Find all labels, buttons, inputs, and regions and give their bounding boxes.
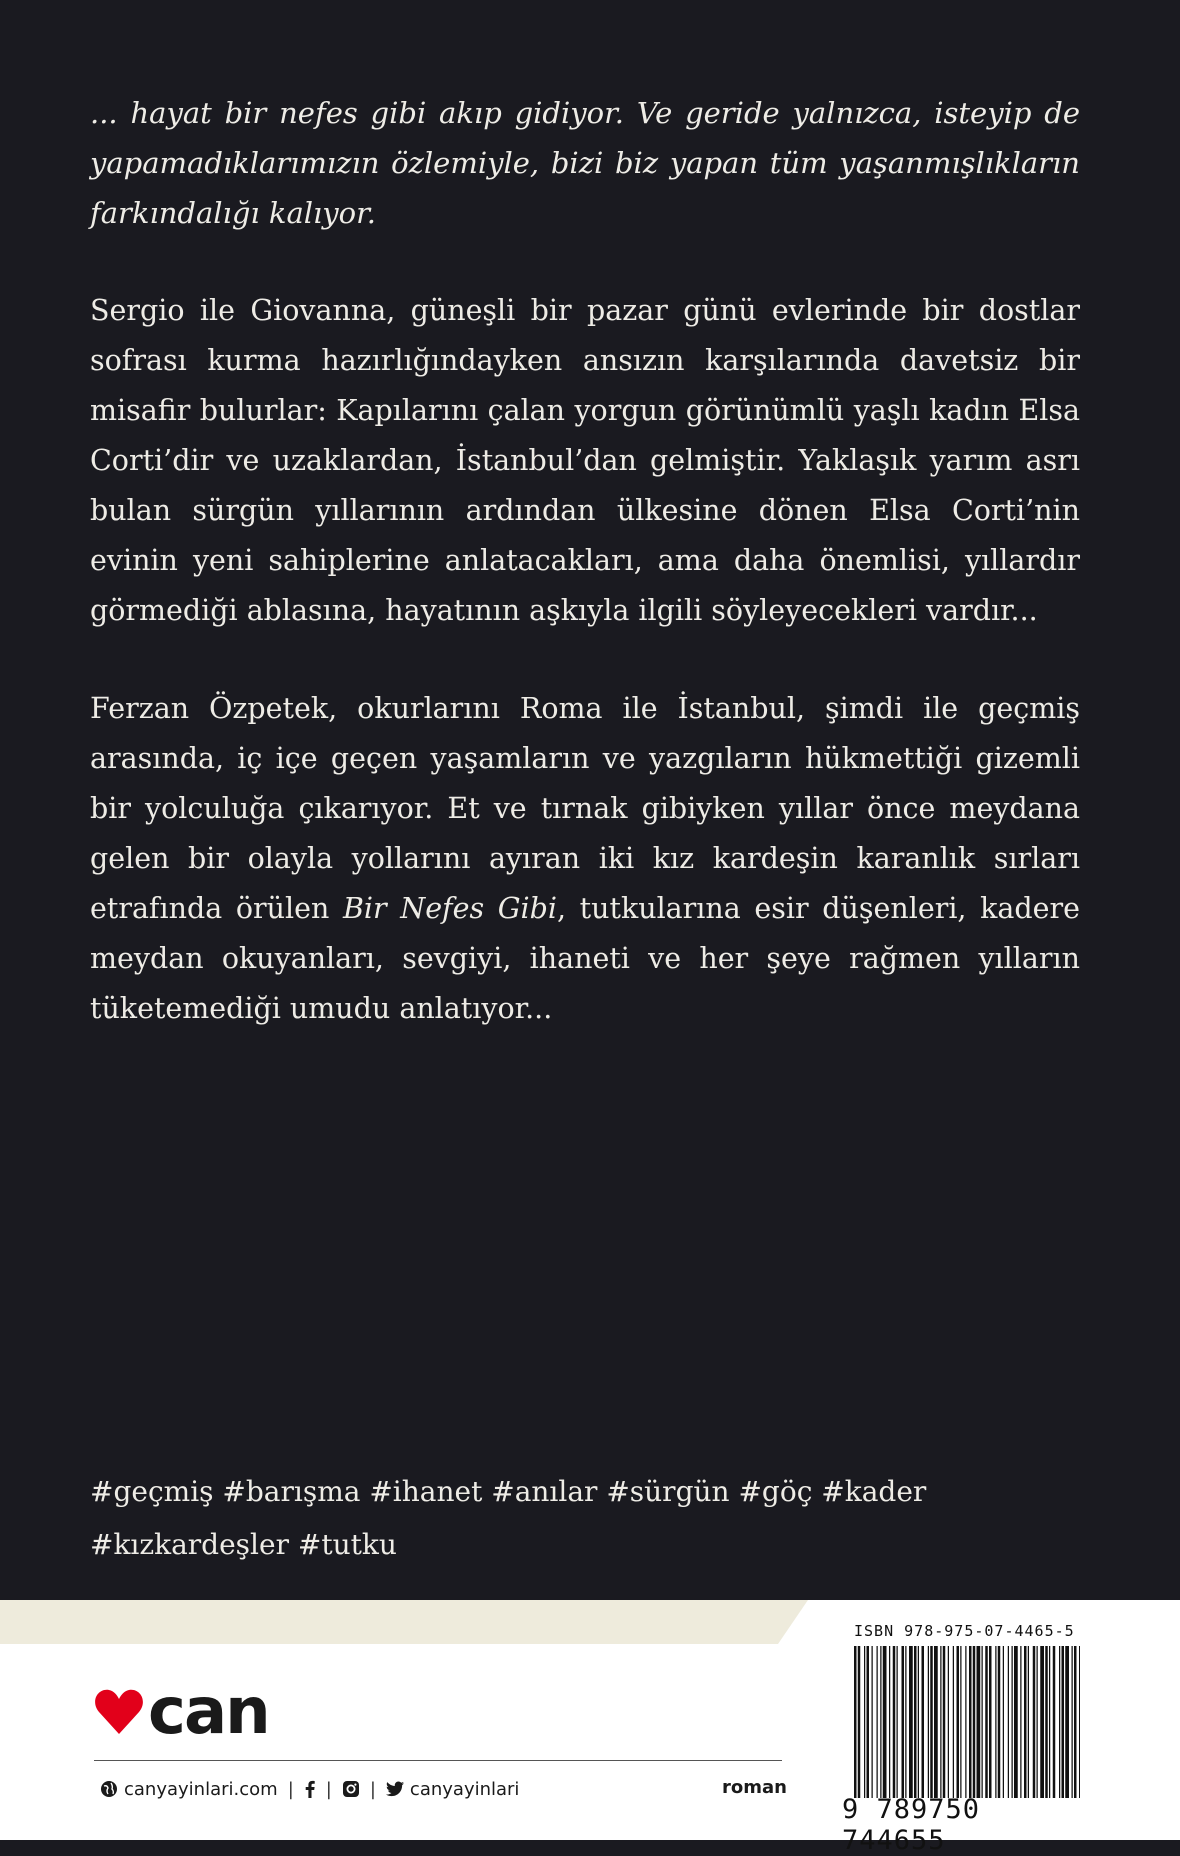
back-cover-text <box>90 88 1080 1082</box>
synopsis-paragraph-1: Sergio ile Giovanna, güneşli bir pazar günü evlerinde bir dostlar sofrası kurma hazırlığındayken ansızın karşılarında davetsiz bir misafir bulurlar: Kapılarını çalan yorgun görünümlü yaşlı kadın Elsa Corti’dir ve uzaklardan, İstanbul’dan gelmiştir. Yaklaşık yarım asrı bulan sürgün yıllarının ardından ülkesine dönen Elsa Corti’nin evinin yeni sahiplerine anlatacakları, ama daha önemlisi, yıllardır görmediği ablasına, hayatının aşkıyla ilgili söyleyecekleri vardır... <box>90 294 1080 627</box>
globe-icon <box>100 1780 118 1798</box>
publisher-logo-text: can <box>148 1675 269 1749</box>
separator: | <box>325 1778 332 1800</box>
publisher-links <box>100 1776 519 1802</box>
isbn-label: ISBN 978-975-07-4465-5 <box>854 1622 1075 1640</box>
synopsis-paragraph-2 <box>90 684 1080 1034</box>
genre-label: roman <box>722 1777 787 1798</box>
separator: | <box>287 1778 294 1800</box>
synopsis-paragraph-2-end: , tutkularına esir düşenleri, kadere meydan okuyanları, sevgiyi, ihaneti ve her şeye rağmen yılların tüketemediği umudu anlatıyor... <box>90 892 1080 1025</box>
twitter-icon[interactable] <box>386 1781 404 1797</box>
instagram-icon[interactable] <box>342 1780 360 1798</box>
barcode-bars <box>854 1646 1080 1798</box>
social-handle[interactable]: canyayinlari <box>409 1778 520 1800</box>
footer-divider <box>94 1760 782 1761</box>
publisher-footer <box>0 1600 1180 1856</box>
epigraph-quote: ... hayat bir nefes gibi akıp gidiyor. Ve geride yalnızca, isteyip de yapamadıklarımızın özlemiyle, bizi biz yapan tüm yaşanmışlıkların farkındalığı kalıyor. <box>90 96 1080 230</box>
publisher-logo <box>94 1675 269 1749</box>
facebook-icon[interactable] <box>304 1780 316 1798</box>
barcode <box>840 1620 1090 1856</box>
heart-icon <box>94 1688 144 1736</box>
website-link[interactable]: canyayinlari.com <box>124 1778 278 1800</box>
book-title: Bir Nefes Gibi <box>342 892 557 925</box>
synopsis-paragraph-2-start: Ferzan Özpetek, okurlarını Roma ile İstanbul, şimdi ile geçmiş arasında, iç içe geçen yaşamların ve yazgıların hükmettiği gizemli bir yolculuğa çıkarıyor. Et ve tırnak gibiyken yıllar önce meydana gelen bir olayla yollarını ayıran iki kız kardeşin karanlık sırları etrafında örülen <box>90 692 1080 925</box>
ean-digits: 9 789750 744655 <box>842 1794 981 1856</box>
separator: | <box>369 1778 376 1800</box>
hashtags: #geçmiş #barışma #ihanet #anılar #sürgün #göç #kader #kızkardeşler #tutku <box>90 1475 927 1561</box>
